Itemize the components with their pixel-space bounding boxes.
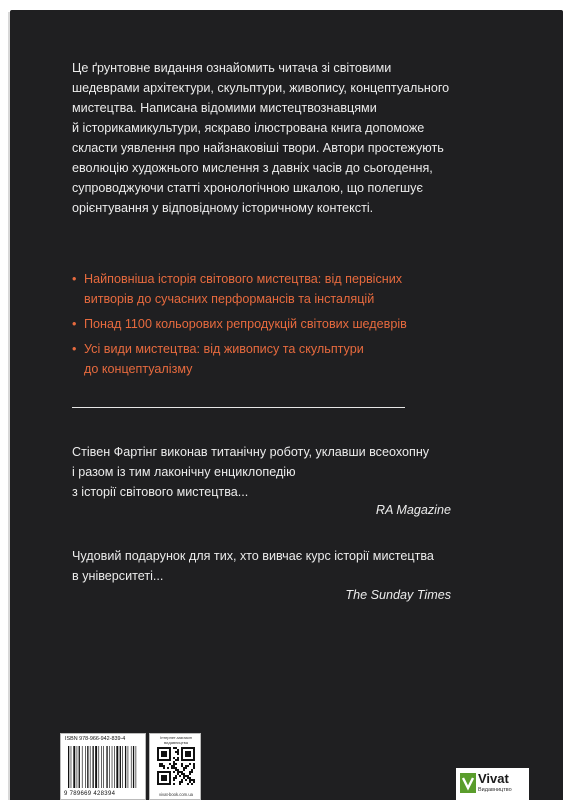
feature-line: Найповніша історія світового мистецтва: від первісних bbox=[84, 272, 403, 286]
bullet-dot-icon: • bbox=[72, 342, 77, 356]
quote-source: The Sunday Times bbox=[345, 588, 451, 602]
feature-item bbox=[72, 314, 452, 334]
intro-line: супроводжуючи статті хронологічною шкалою, що полегшує bbox=[72, 181, 423, 195]
publisher-logo bbox=[456, 768, 529, 800]
review-quote bbox=[72, 546, 452, 586]
intro-line: скласти уявлення про найзнаковіші твори. Автори простежують bbox=[72, 141, 444, 155]
qr-code-icon bbox=[157, 747, 195, 785]
isbn-barcode bbox=[60, 733, 146, 800]
quote-line: Стівен Фартінг виконав титанічну роботу, уклавши всеохопну bbox=[72, 445, 430, 459]
intro-line: еволюцію художнього мислення з давніх часів до сьогодення, bbox=[72, 161, 433, 175]
qr-caption: Інтернет-магазин видавництва bbox=[160, 735, 192, 745]
review-quote bbox=[72, 442, 452, 502]
quote-line: в університеті... bbox=[72, 569, 164, 583]
barcode-digits: 9 789669 428394 bbox=[64, 791, 116, 797]
bullet-dot-icon: • bbox=[72, 272, 77, 286]
feature-item bbox=[72, 269, 452, 309]
feature-line: Усі види мистецтва: від живопису та скульптури bbox=[84, 342, 364, 356]
qr-url: vivat-book.com.ua bbox=[159, 792, 193, 797]
section-divider bbox=[72, 407, 405, 408]
feature-list bbox=[72, 269, 452, 379]
feature-line: до концептуалізму bbox=[84, 362, 193, 376]
bullet-dot-icon: • bbox=[72, 317, 77, 331]
feature-item bbox=[72, 339, 452, 379]
isbn-label: ISBN 978-966-942-839-4 bbox=[65, 736, 126, 742]
feature-line: Понад 1100 кольорових репродукцій світових шедеврів bbox=[84, 317, 407, 331]
intro-line: Це ґрунтовне видання ознайомить читача зі світовими bbox=[72, 61, 392, 75]
vivat-logo-icon bbox=[460, 773, 476, 793]
intro-paragraph bbox=[72, 58, 452, 218]
barcode-icon bbox=[68, 746, 140, 788]
quote-source: RA Magazine bbox=[375, 503, 451, 517]
book-back-cover bbox=[10, 10, 563, 800]
publisher-name: Vivat bbox=[478, 771, 509, 786]
intro-line: шедеврами архітектури, скульптури, живопису, концептуального bbox=[72, 81, 450, 95]
feature-line: витворів до сучасних перформансів та інсталяцій bbox=[84, 292, 375, 306]
qr-code-block bbox=[149, 733, 201, 800]
intro-line: мистецтва. Написана відомими мистецтвознавцями bbox=[72, 101, 377, 115]
intro-line: орієнтування у відповідному історичному контексті. bbox=[72, 201, 374, 215]
intro-line: й історикамикультури, яскраво ілюстрована книга допоможе bbox=[72, 121, 425, 135]
publisher-subtitle: Видавництво bbox=[478, 787, 512, 793]
quote-line: з історії світового мистецтва... bbox=[72, 485, 249, 499]
quote-line: і разом із тим лаконічну енциклопедію bbox=[72, 465, 296, 479]
quote-line: Чудовий подарунок для тих, хто вивчає курс історії мистецтва bbox=[72, 549, 434, 563]
